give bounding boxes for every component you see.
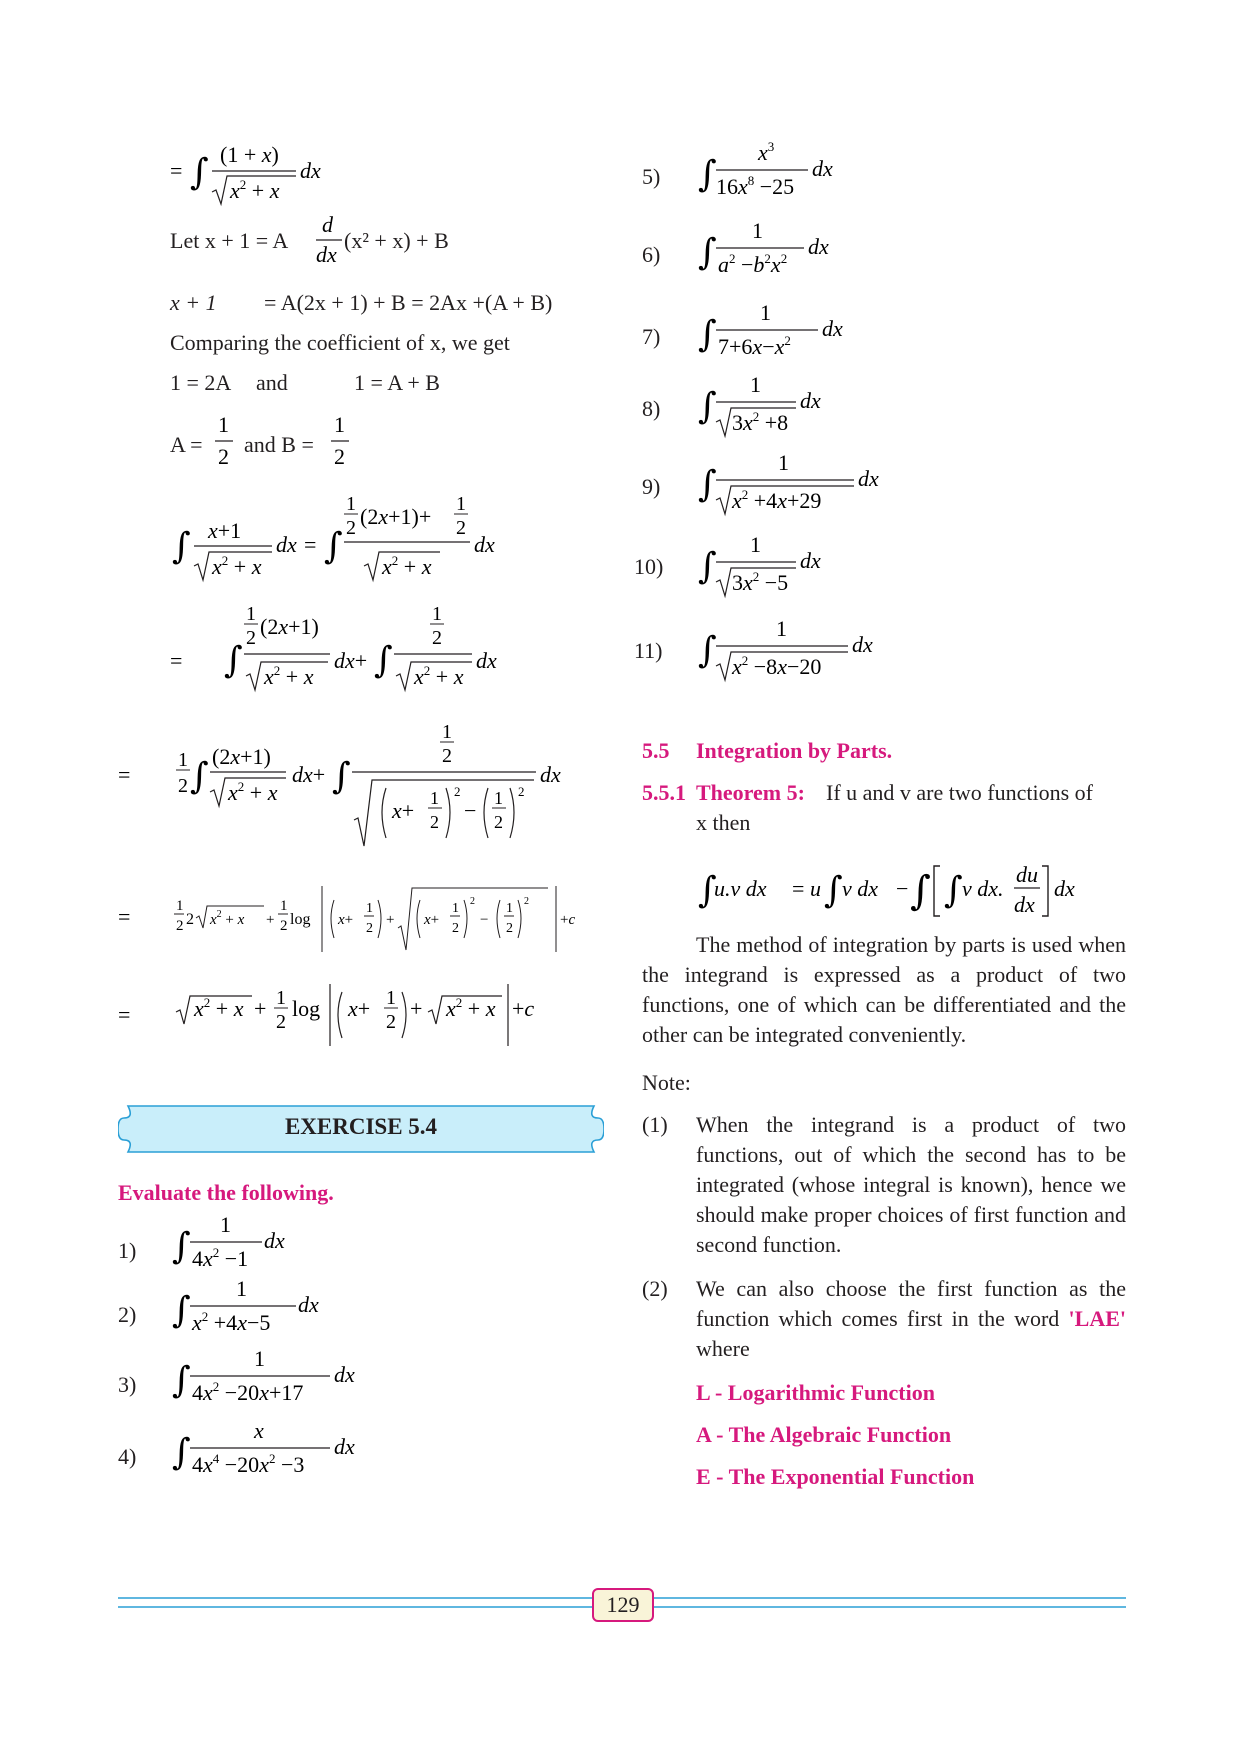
b-half <box>330 410 350 472</box>
note-label: Note: <box>642 1070 691 1095</box>
den: $x^2 +4x-5$ <box>192 1309 271 1335</box>
section-title: Integration by Parts. <box>696 738 893 763</box>
equation-two-integrals-svg <box>168 596 528 696</box>
sqrt-content: $x^2 + x$ <box>446 995 496 1021</box>
a-eq <box>170 432 203 458</box>
problem-10 <box>696 528 876 602</box>
two: 2 <box>186 911 194 928</box>
den-2: 2 <box>218 444 229 469</box>
equals: = <box>304 532 317 557</box>
half-num: 1 <box>452 901 459 916</box>
u: u <box>810 876 821 901</box>
integral-sign: ∫ <box>172 1290 191 1331</box>
exp-2: 2 <box>454 784 461 799</box>
problem-7 <box>696 296 876 370</box>
paren-right <box>510 788 514 838</box>
half-den: 2 <box>366 921 373 936</box>
equation-completing-square <box>116 716 586 856</box>
half-den: 2 <box>346 517 356 539</box>
den: $16x^8 -25$ <box>716 173 795 199</box>
eq1-numerator: (1 + x) <box>220 142 279 167</box>
note-1-number: (1) <box>642 1112 668 1137</box>
half-num: 1 <box>366 901 373 916</box>
num-1: 1 <box>218 412 229 437</box>
lae-where: where <box>696 1336 750 1361</box>
problem-4-svg <box>170 1414 380 1488</box>
half-den: 2 <box>276 1011 286 1033</box>
half-den: 2 <box>430 812 439 832</box>
eq1-equals: = <box>170 158 183 183</box>
exercise-banner <box>118 1104 604 1154</box>
dx-denominator: dx <box>1014 892 1035 917</box>
plus-c: +c <box>512 996 535 1021</box>
den: $7+6x-x^2$ <box>718 333 791 359</box>
let-line <box>170 228 288 254</box>
theorem-text: If u and v are two functions of <box>826 780 1093 805</box>
num: (2x+1) <box>212 744 271 769</box>
method-paragraph <box>642 930 1126 1050</box>
plus: + <box>266 912 275 928</box>
dx: dx <box>334 1362 355 1387</box>
problem-2 <box>170 1272 350 1346</box>
plus: dx+ <box>334 648 368 673</box>
integral-sign: ∫ <box>224 640 243 681</box>
b-half-svg <box>330 410 350 472</box>
problem-9-svg <box>696 446 906 520</box>
half-num: 1 <box>494 788 503 808</box>
equation-final-svg <box>116 976 576 1056</box>
problem-6-number: 6) <box>642 242 661 267</box>
den: $3x^2 +8$ <box>732 409 789 435</box>
exp-2: 2 <box>518 784 525 799</box>
line-x1-rhs-text: = A(2x + 1) + B = 2Ax +(A + B) <box>264 290 553 315</box>
comparing-text: Comparing the coefficient of x, we get <box>170 330 510 355</box>
den: $4x^4 -20x^2 -3$ <box>192 1451 305 1477</box>
half-num: 1 <box>280 898 288 914</box>
problem-11-number: 11) <box>634 638 663 663</box>
half-den: 2 <box>494 812 503 832</box>
dx: dx <box>800 548 821 573</box>
problem-4-number: 4) <box>118 1444 137 1469</box>
dx: dx <box>298 1292 319 1317</box>
plus: dx+ <box>292 762 326 787</box>
dx: dx <box>858 466 879 491</box>
half-den: 2 <box>246 627 256 649</box>
note-2-number: (2) <box>642 1276 668 1301</box>
let-line-tail-text: (x² + x) + B <box>344 228 449 253</box>
line-x1 <box>170 290 217 316</box>
page-number: 129 <box>592 1588 654 1622</box>
half-num: 1 <box>346 493 356 515</box>
integral-sign: ∫ <box>910 868 931 914</box>
x-plus: x+ <box>392 798 415 823</box>
equation-split <box>168 490 528 590</box>
d-dx-fraction <box>316 210 342 270</box>
a-half-svg <box>214 410 234 472</box>
problem-11 <box>696 612 906 686</box>
line-x1-rhs <box>264 290 552 316</box>
theorem-number: 5.5.1 <box>642 780 686 805</box>
dx: dx <box>1054 876 1075 901</box>
equation-log-result <box>116 876 606 962</box>
paren-right <box>446 788 450 838</box>
paren-left <box>382 788 386 838</box>
half-num: 1 <box>456 493 466 515</box>
minus: − <box>480 912 489 928</box>
v-dx: v dx <box>842 876 879 901</box>
sqrt-sign <box>354 780 534 846</box>
num: 1 <box>778 450 789 475</box>
dx: dx <box>812 156 833 181</box>
d-numerator: d <box>322 212 333 237</box>
problem-7-number: 7) <box>642 324 661 349</box>
paren-right <box>402 992 406 1038</box>
dx: dx <box>822 316 843 341</box>
problem-8-number: 8) <box>642 396 661 421</box>
lae-item-a: A - The Algebraic Function <box>696 1422 952 1447</box>
num: 1 <box>236 1276 247 1301</box>
den-2: 2 <box>334 444 345 469</box>
x-plus: x+ <box>424 912 440 928</box>
equation-log-result-svg <box>116 876 606 962</box>
integral-sign: ∫ <box>944 870 963 911</box>
split-lhs-den: $x^2 + x$ <box>212 553 262 579</box>
a-eq-text: A = <box>170 432 203 457</box>
den: $4x^2 -20x+17$ <box>192 1379 304 1405</box>
num-1: 1 <box>334 412 345 437</box>
half-den: 2 <box>452 921 459 936</box>
problem-9-number: 9) <box>642 474 661 499</box>
den: $x^2 + x$ <box>264 663 314 689</box>
problem-2-number: 2) <box>118 1302 137 1327</box>
split-rhs-den: $x^2 + x$ <box>382 553 432 579</box>
minus: − <box>896 876 909 901</box>
line-x1-lhs: x + 1 <box>170 290 217 315</box>
num: 1 <box>220 1212 231 1237</box>
integral-sign: ∫ <box>698 232 717 273</box>
uv-dx: u.v dx <box>714 876 767 901</box>
bracket-right <box>1042 866 1048 916</box>
equation-1-svg <box>168 140 348 210</box>
den: $4x^2 -1$ <box>192 1245 249 1271</box>
eq-ab <box>354 370 440 396</box>
dx-denominator: dx <box>316 242 337 267</box>
integral-sign: ∫ <box>374 640 393 681</box>
integral-sign: ∫ <box>698 464 717 505</box>
den: $a^2 -b^2x^2$ <box>718 251 788 277</box>
a-half <box>214 410 234 472</box>
half-den: 2 <box>280 918 288 934</box>
problem-1-number: 1) <box>118 1238 137 1263</box>
exp-2: 2 <box>470 896 475 907</box>
dx: dx <box>476 648 497 673</box>
paren-right <box>378 900 381 938</box>
half-den: 2 <box>178 775 188 797</box>
integral-sign: ∫ <box>190 756 209 797</box>
minus: − <box>464 798 477 823</box>
problem-4 <box>170 1414 380 1488</box>
half-num: 1 <box>176 898 184 914</box>
and-1-text: and <box>256 370 288 395</box>
problem-6-svg <box>696 214 876 288</box>
num: 1 <box>254 1346 265 1371</box>
den: $x^2 -8x-20$ <box>732 653 822 679</box>
split-term: (2x+1)+ <box>360 504 432 529</box>
equals: = <box>118 1002 131 1027</box>
integral-sign: ∫ <box>698 630 717 671</box>
and-b-text: and B = <box>244 432 314 457</box>
den: $3x^2 -5$ <box>732 569 789 595</box>
lae-item-l: L - Logarithmic Function <box>696 1380 935 1405</box>
and-b <box>244 432 314 458</box>
num: 1 <box>750 532 761 557</box>
num: $x^3$ <box>758 139 775 165</box>
log: log <box>290 911 311 928</box>
let-line-text: Let x + 1 = A <box>170 228 289 253</box>
problem-5 <box>696 136 876 210</box>
half-num: 1 <box>178 749 188 771</box>
equation-split-svg <box>168 490 528 590</box>
dx: dx <box>808 234 829 259</box>
half-num: 1 <box>276 987 286 1009</box>
by-parts-formula <box>696 852 1076 928</box>
half-num: 1 <box>246 603 256 625</box>
exercise-instruction: Evaluate the following. <box>118 1180 334 1205</box>
split-lhs-num: x+1 <box>208 518 242 543</box>
theorem-label: Theorem 5: <box>696 780 805 805</box>
dx: dx <box>276 532 297 557</box>
plus: + <box>254 996 267 1021</box>
section-number: 5.5 <box>642 738 670 763</box>
half-den: 2 <box>176 918 184 934</box>
plus: + <box>410 996 423 1021</box>
comparing-line <box>170 330 510 356</box>
half-num: 1 <box>432 603 442 625</box>
den: $x^2 + x$ <box>414 663 464 689</box>
half-den: 2 <box>506 921 513 936</box>
equals: = <box>118 762 131 787</box>
paren-left <box>497 900 500 938</box>
den: $x^2 + x$ <box>228 779 278 805</box>
integral-sign: ∫ <box>324 526 343 567</box>
problem-9 <box>696 446 906 520</box>
integral-sign: ∫ <box>172 526 191 567</box>
dx: dx <box>334 1434 355 1459</box>
problem-7-svg <box>696 296 876 370</box>
problem-5-number: 5) <box>642 164 661 189</box>
eq1-denominator: $x^2 + x$ <box>230 177 280 203</box>
d-dx-svg <box>316 210 342 270</box>
sqrt-content: $x^2 + x$ <box>194 995 244 1021</box>
eq-ab-text: 1 = A + B <box>354 370 440 395</box>
log: log <box>292 996 321 1021</box>
half-num: 1 <box>442 721 452 743</box>
integral-sign: ∫ <box>172 1360 191 1401</box>
integral-sign: ∫ <box>190 152 209 193</box>
du: du <box>1016 862 1038 887</box>
problem-2-svg <box>170 1272 350 1346</box>
half-den: 2 <box>456 517 466 539</box>
problem-8-svg <box>696 368 876 442</box>
half-den: 2 <box>442 745 452 767</box>
paren-right <box>464 900 467 938</box>
integral-sign: ∫ <box>824 870 843 911</box>
num: 1 <box>776 616 787 641</box>
equals: = <box>170 648 183 673</box>
den: $x^2 +4x+29$ <box>732 487 822 513</box>
dx: dx <box>474 532 495 557</box>
sqrt-content: $x^2 + x$ <box>210 909 245 928</box>
integral-sign: ∫ <box>172 1226 191 1267</box>
half-den: 2 <box>386 1011 396 1033</box>
plus: + <box>386 912 395 928</box>
dx: dx <box>264 1228 285 1253</box>
term: (2x+1) <box>260 614 319 639</box>
integral-sign: ∫ <box>172 1432 191 1473</box>
integral-sign: ∫ <box>698 154 717 195</box>
and-1 <box>256 370 288 396</box>
equation-1 <box>168 140 348 210</box>
problem-3 <box>170 1342 380 1416</box>
integral-sign: ∫ <box>698 870 717 911</box>
num: 1 <box>752 218 763 243</box>
lae-word: 'LAE' <box>1068 1306 1126 1331</box>
plus-c: +c <box>560 912 576 928</box>
note-2-text <box>696 1274 1126 1364</box>
method-paragraph-text: The method of integration by parts is used when the integrand is expressed as a product of two functions, one of which can be differentiated and the other can be integrated conveniently. <box>642 932 1126 1047</box>
integral-sign: ∫ <box>698 314 717 355</box>
paren-right <box>518 900 521 938</box>
num: x <box>254 1418 264 1443</box>
problem-11-svg <box>696 612 906 686</box>
problem-5-svg <box>696 136 876 210</box>
integral-sign: ∫ <box>698 546 717 587</box>
dx: dx <box>800 388 821 413</box>
integral-sign: ∫ <box>698 386 717 427</box>
exp-2: 2 <box>524 896 529 907</box>
problem-3-svg <box>170 1342 380 1416</box>
integral-sign: ∫ <box>332 756 351 797</box>
theorem-text-2: x then <box>696 810 751 835</box>
eq-2a <box>170 370 231 396</box>
paren-left <box>417 900 420 938</box>
half-num: 1 <box>386 987 396 1009</box>
problem-10-number: 10) <box>634 554 664 579</box>
problem-3-number: 3) <box>118 1372 137 1397</box>
note-2-text-body: We can also choose the first function as the function which comes first in the word <box>696 1276 1126 1331</box>
equation-final <box>116 976 576 1056</box>
half-num: 1 <box>506 901 513 916</box>
problem-8 <box>696 368 876 442</box>
half-num: 1 <box>430 788 439 808</box>
v-dx-dot: v dx. <box>962 876 1004 901</box>
equation-completing-square-svg <box>116 716 586 856</box>
problem-1-svg <box>170 1208 330 1282</box>
let-line-tail <box>344 228 449 254</box>
num: 1 <box>760 300 771 325</box>
lae-item-e: E - The Exponential Function <box>696 1464 975 1489</box>
paren-left <box>484 788 488 838</box>
dx: dx <box>852 632 873 657</box>
equals: = <box>792 876 805 901</box>
bracket-left <box>934 866 940 916</box>
problem-1 <box>170 1208 330 1282</box>
exercise-title: EXERCISE 5.4 <box>284 1114 438 1139</box>
problem-10-svg <box>696 528 876 602</box>
x-plus: x+ <box>348 996 371 1021</box>
dx: dx <box>540 762 561 787</box>
half-den: 2 <box>432 627 442 649</box>
dx: dx <box>300 158 321 183</box>
num: 1 <box>750 372 761 397</box>
eq-2a-text: 1 = 2A <box>170 370 232 395</box>
equals: = <box>118 904 131 929</box>
problem-6 <box>696 214 876 288</box>
note-1-text: When the integrand is a product of two functions, out of which the second has to be integrated (whose integral is known), hence we should make proper choices of first function and second function. <box>696 1112 1126 1257</box>
paren-left <box>331 900 334 938</box>
x-plus: x+ <box>338 912 354 928</box>
equation-two-integrals <box>168 596 528 696</box>
paren-left <box>338 992 342 1038</box>
by-parts-formula-svg <box>696 852 1076 928</box>
